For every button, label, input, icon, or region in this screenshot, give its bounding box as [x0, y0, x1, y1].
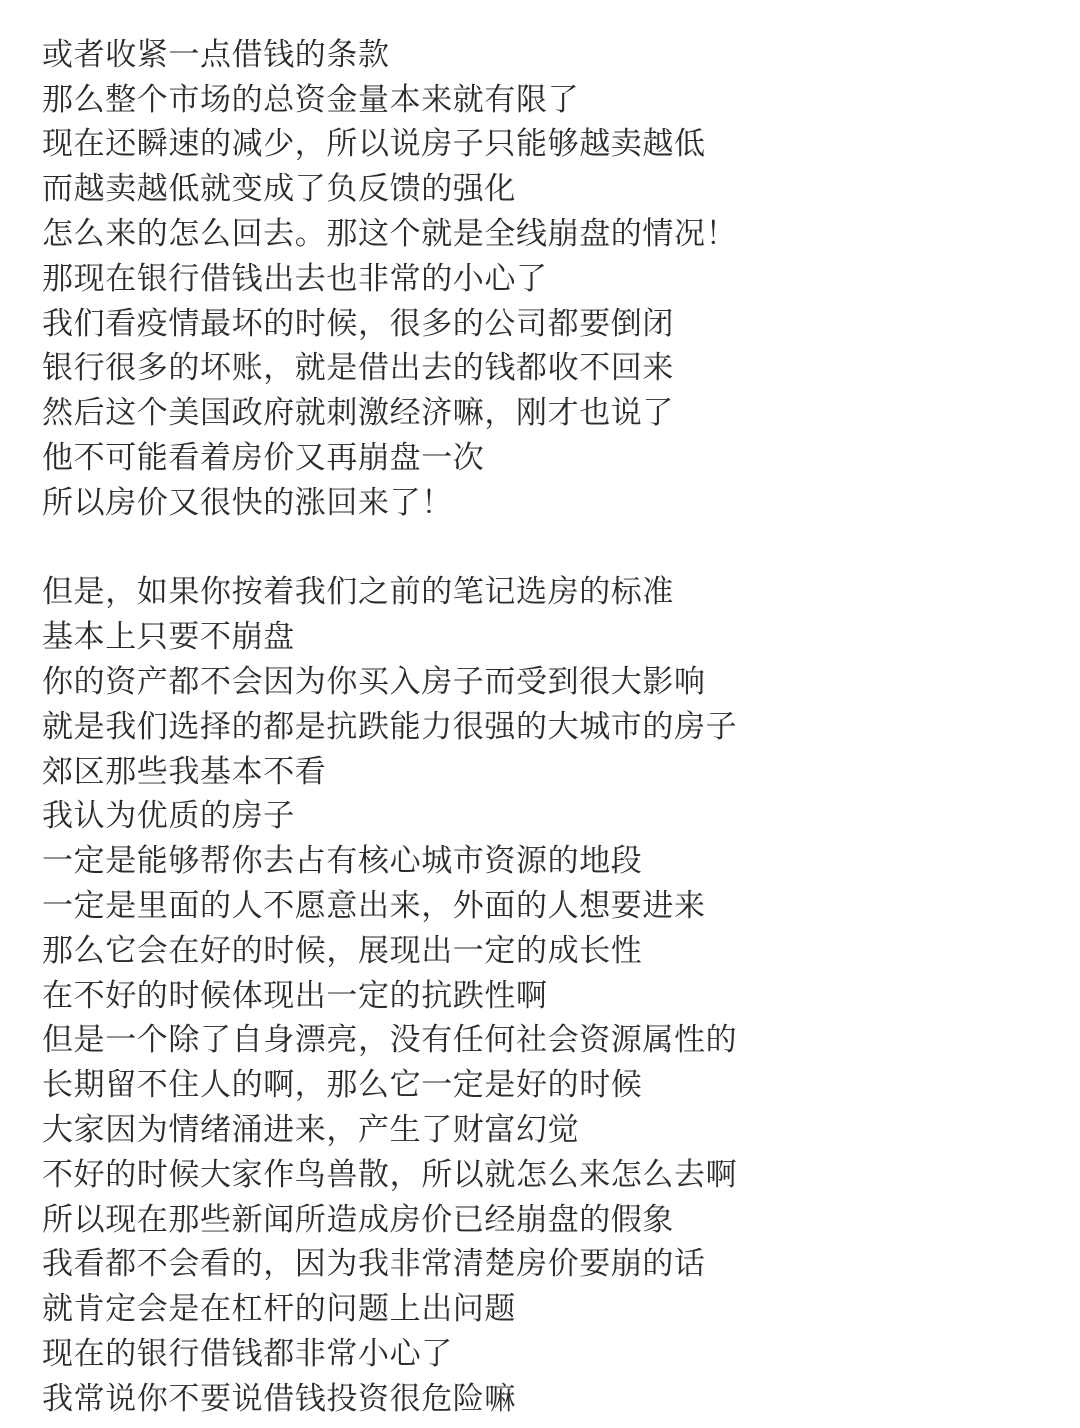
text-line: 怎么来的怎么回去。那这个就是全线崩盘的情况！: [42, 215, 738, 252]
top-spacer: [42, 0, 1022, 33]
paragraph-gap: [42, 526, 1022, 571]
text-line: 现在的银行借钱都非常小心了: [42, 1335, 453, 1372]
text-line: 大家因为情绪涌进来，产生了财富幻觉: [42, 1111, 580, 1148]
text-line: 银行很多的坏账，就是借出去的钱都收不回来: [42, 350, 674, 387]
text-line: 你的资产都不会因为你买入房子而受到很大影响: [42, 663, 706, 700]
text-line: 然后这个美国政府就刺激经济嘛，刚才也说了: [42, 395, 674, 432]
text-line: 那么它会在好的时候，展现出一定的成长性: [42, 932, 643, 969]
text-line: 我常说你不要说借钱投资很危险嘛: [42, 1380, 516, 1417]
text-line: 我们看疫情最坏的时候，很多的公司都要倒闭: [42, 305, 674, 342]
paragraph-1: [42, 33, 1022, 526]
text-line: 现在还瞬速的减少，所以说房子只能够越卖越低: [42, 126, 706, 163]
text-line: 就肯定会是在杠杆的问题上出问题: [42, 1291, 516, 1328]
text-line: 我看都不会看的，因为我非常清楚房价要崩的话: [42, 1246, 706, 1283]
text-line: 但是一个除了自身漂亮，没有任何社会资源属性的: [42, 1022, 738, 1059]
text-line: 不好的时候大家作鸟兽散，所以就怎么来怎么去啊: [42, 1156, 738, 1193]
text-line: 那现在银行借钱出去也非常的小心了: [42, 260, 548, 297]
note-text: [42, 0, 1022, 1422]
text-line: 我认为优质的房子: [42, 798, 295, 835]
text-line: 他不可能看着房价又再崩盘一次: [42, 439, 485, 476]
text-line: 但是，如果你按着我们之前的笔记选房的标准: [42, 574, 674, 611]
text-line: 就是我们选择的都是抗跌能力很强的大城市的房子: [42, 708, 738, 745]
text-line: 那么整个市场的总资金量本来就有限了: [42, 81, 580, 118]
text-line: 长期留不住人的啊，那么它一定是好的时候: [42, 1067, 643, 1104]
text-line: 基本上只要不崩盘: [42, 619, 295, 656]
text-line: 在不好的时候体现出一定的抗跌性啊: [42, 977, 548, 1014]
paragraph-2: [42, 570, 1022, 1421]
text-line: 一定是里面的人不愿意出来，外面的人想要进来: [42, 887, 706, 924]
text-line: 所以现在那些新闻所造成房价已经崩盘的假象: [42, 1201, 674, 1238]
text-line: 郊区那些我基本不看: [42, 753, 327, 790]
text-line: 而越卖越低就变成了负反馈的强化: [42, 171, 516, 208]
text-line: 或者收紧一点借钱的条款: [42, 36, 390, 73]
text-line: 所以房价又很快的涨回来了！: [42, 484, 453, 521]
text-line: 一定是能够帮你去占有核心城市资源的地段: [42, 843, 643, 880]
